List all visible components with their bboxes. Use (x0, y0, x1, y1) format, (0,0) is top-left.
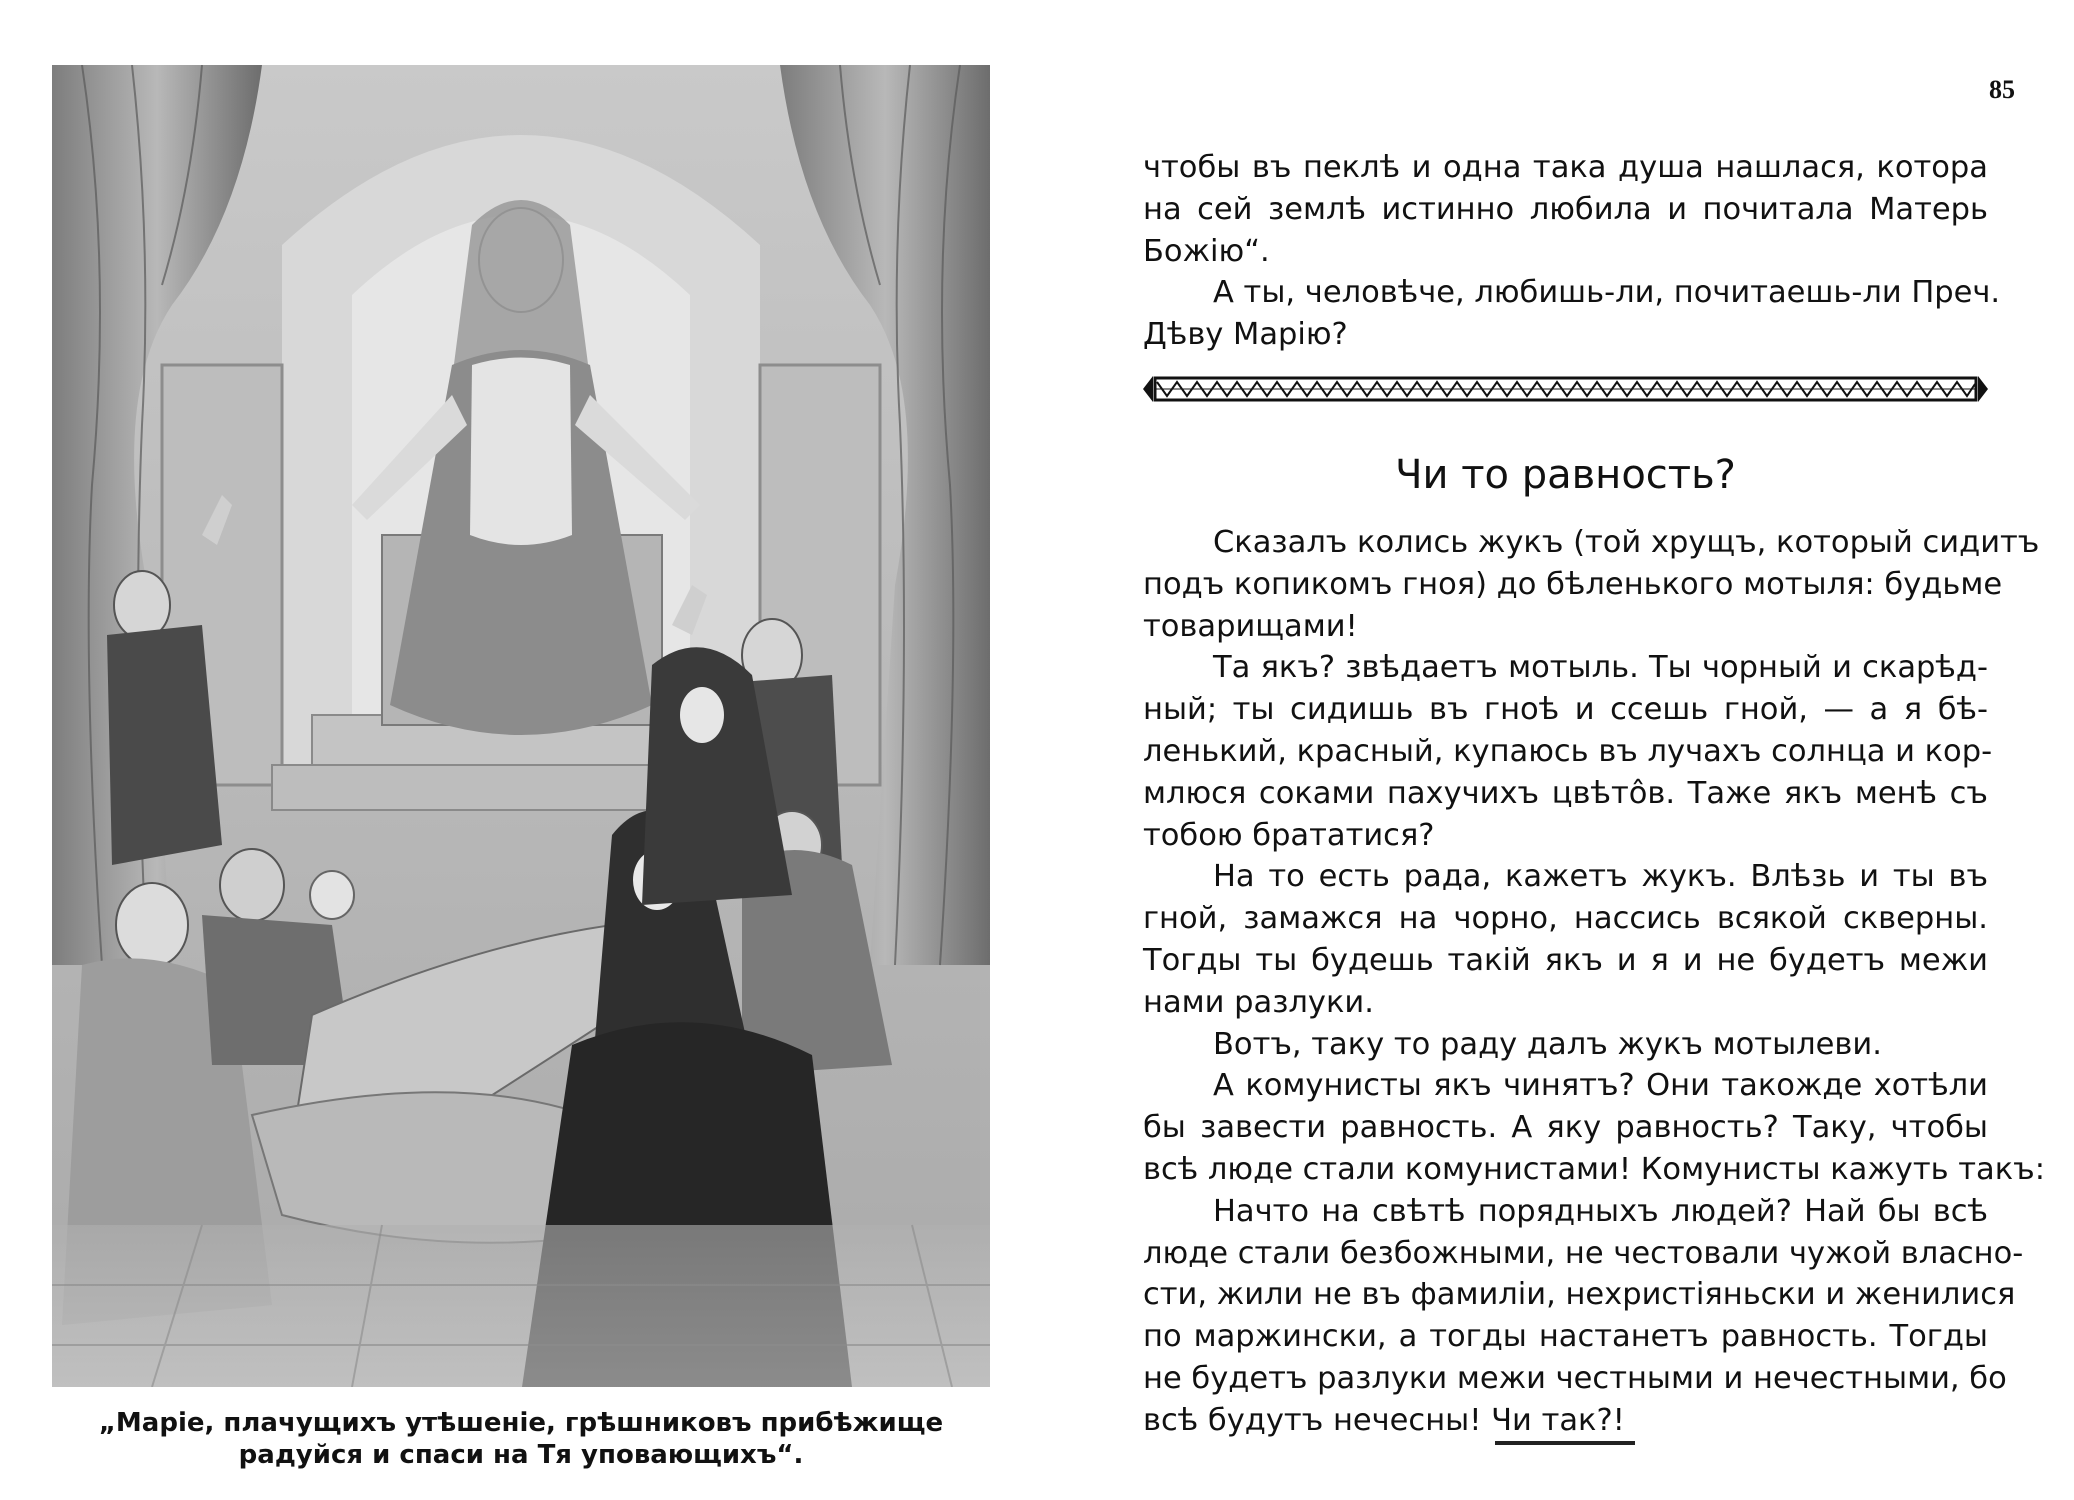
text-line: не будетъ разлуки межи честными и нечестными, бо (1143, 1360, 2007, 1396)
text-line: бы завести равность. А яку равность? Таку, чтобы (1143, 1110, 1988, 1146)
text-line: На то есть рада, кажетъ жукъ. Влѣзь и ты въ (1213, 859, 1988, 895)
text-line: Вотъ, таку то раду далъ жукъ мотылеви. (1213, 1026, 1882, 1062)
text-line: Сказалъ колись жукъ (той хрущъ, который сидитъ (1213, 525, 2040, 560)
text-line: сти, жили не въ фамиліи, нехристіяньски и женилися (1143, 1277, 2016, 1313)
story-title: Чи то равность? (1395, 452, 1736, 498)
illustration-caption (52, 1407, 990, 1471)
text-line: подъ копикомъ гноя) до бѣленького мотыля: будьме (1143, 566, 2003, 602)
text-line: тобою брататися? (1143, 817, 1435, 853)
text-line: А комунисты якъ чинятъ? Они такожде хотѣли (1213, 1068, 1988, 1104)
ornament-drawing (1143, 372, 1988, 406)
text-line: ный; ты сидишь въ гноѣ и ссешь гной, — а я бѣ- (1143, 692, 1988, 728)
page-number: 85 (1989, 75, 2015, 104)
text-line: гной, замажся на чорно, нассись всякой скверны. (1143, 901, 1988, 937)
text-line: товарищами! (1143, 608, 1358, 644)
engraving-drawing (52, 65, 990, 1387)
text-line: А ты, человѣче, любишь-ли, почитаешь-ли Преч. (1213, 275, 2001, 311)
text-line: Божію“. (1143, 233, 1270, 269)
text-line: люде стали безбожными, не честовали чужой власно- (1143, 1235, 2024, 1271)
caption-line-1: „Маріе, плачущихъ утѣшеніе, грѣшниковъ прибѣжище (98, 1408, 944, 1438)
text-line: на сей землѣ истинно любила и почитала Матерь (1143, 191, 1988, 227)
text-line: Начто на свѣтѣ порядныхъ людей? Най бы всѣ (1213, 1193, 1988, 1229)
engraving-illustration (52, 65, 990, 1387)
text-line: Та якъ? звѣдаетъ мотыль. Ты чорный и скарѣд- (1213, 650, 1988, 686)
text-line: млюся соками пахучихъ цвѣтôв. Таже якъ менѣ съ (1143, 775, 1988, 811)
text-line: нами разлуки. (1143, 984, 1374, 1020)
end-rule (1495, 1441, 1635, 1445)
text-line: ленький, красный, купаюсь въ лучахъ солнца и кор- (1143, 733, 1993, 769)
text-line: по маржински, а тогды настанетъ равность. Тогды (1143, 1319, 1988, 1355)
intro-text (1143, 147, 2001, 356)
text-line: чтобы въ пеклѣ и одна така душа нашлася, котора (1143, 150, 1988, 185)
ornamental-divider (1143, 372, 1988, 406)
caption-line-2: радуйся и спаси на Тя уповающихъ“. (238, 1440, 804, 1470)
story-text (1143, 522, 2045, 1442)
text-line: Дѣву Марію? (1143, 317, 1348, 353)
text-line: всѣ будутъ нечесны! Чи так?! (1143, 1402, 1625, 1438)
text-line: всѣ люде стали комунистами! Комунисты кажуть такъ: (1143, 1151, 2045, 1187)
text-line: Тогды ты будешь такій якъ и я и не будетъ межи (1143, 942, 1988, 978)
